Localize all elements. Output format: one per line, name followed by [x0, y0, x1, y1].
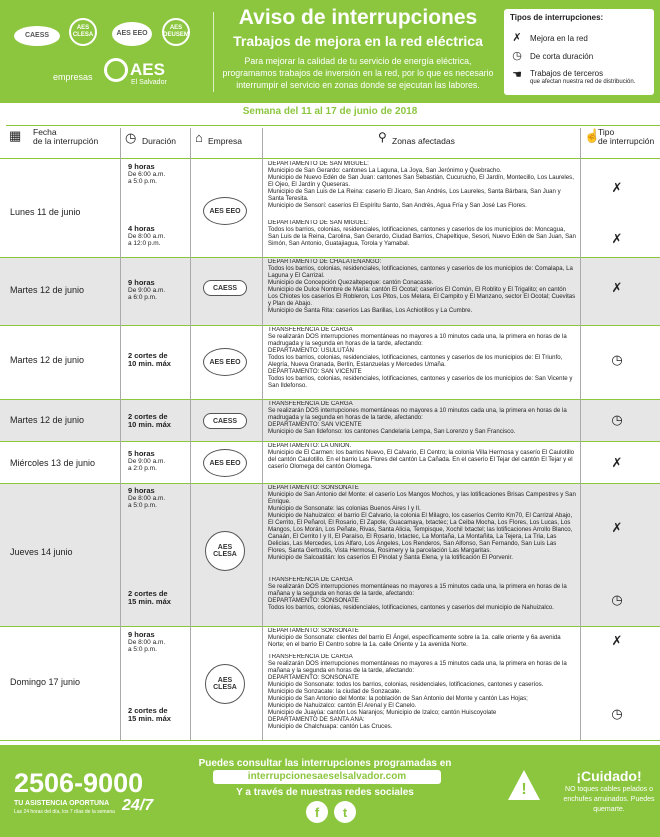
clock-icon: ◷: [611, 706, 623, 721]
row-duration: 9 horas De 6:00 a.m. a 5:0 p.m.: [128, 162, 166, 185]
zone-text: TRANSFERENCIA DE CARGA Se realizarán DOS interrupciones momentáneas no mayores a 15 minutos cada una, la primera en horas de la mañana y la segunda en horas de la tarde, afectando: DEPARTAMENTO: SONSONATE Todos los barrios, colonias, residenciales, lotificaciones, cantones y caseríos del municipio de Nahuizalco.: [268, 577, 567, 611]
row-separator: [0, 158, 660, 159]
row-date: Martes 12 de junio: [10, 415, 85, 425]
warning-text: NO toques cables pelados o enchufes arruinados. Puedes quemarte.: [563, 786, 655, 813]
zone-text: DEPARTAMENTO: SONSONATE Municipio de Sonsonate: clientes del barrio El Ángel, específicamente sobre la 1a. calle oriente y 6a avenida Norte; en el barrio El Centro sobre la 1a. calle Oriente y 1a avenida Norte.: [268, 628, 561, 648]
col-divider: [190, 128, 191, 740]
zone-text: TRANSFERENCIA DE CARGA Se realizarán DOS interrupciones momentáneas no mayores a 10 minutos cada una, la primera en horas de la madrugada y la segunda en horas de la tarde, afectando: DEPARTAMENTO: SAN VICENTE Municipio de San Ildefonso: los cantones Candelaria Lempa, San Lorenzo y San Francisco.: [268, 401, 567, 435]
clock-icon: ◷: [611, 592, 623, 607]
caess-logo: CAESS: [14, 26, 60, 46]
clesa-logo: AES CLESA: [69, 18, 97, 46]
row-separator: [0, 740, 660, 741]
row-duration: 5 horas De 9:00 a.m. a 2:0 p.m.: [128, 449, 166, 472]
row-duration: 9 horas De 9:00 a.m. a 6:0 p.m.: [128, 278, 166, 301]
company-logo: CAESS: [203, 280, 247, 296]
tools-icon: ✗: [611, 280, 623, 295]
row-separator: [0, 441, 660, 442]
phone-tagline: TU ASISTENCIA OPORTUNA: [14, 800, 110, 807]
zone-text: DEPARTAMENTO DE CHALATENANGO: Todos los barrios, colonias, residenciales, lotificaciones, cantones y caseríos de los municipios de: Comalapa, La Laguna y El Carrizal. Municipio de Concepción Quezaltepeque: cantón Conacaste. Municipio de Dulce Nombre de María: cantón El Ocotal; caseríos El Común, El Roblito y El Trigalito; en cantón Los Chiotes los caseríos El Robleron, Los Pitos, Los Melara, El Campito y El Manzano, sector El Ocotal; Cuevitas y Plan de Abajo. Municipio de Santa Rita: caseríos Las Barillas, Los Achiotillos y La Cumbre.: [268, 259, 576, 314]
deusem-logo: AES DEUSEM: [162, 18, 190, 46]
pointer-icon: ☝: [584, 128, 601, 143]
row-separator: [0, 399, 660, 400]
col-fecha: Fecha de la interrupción: [33, 127, 99, 146]
row-date: Domingo 17 junio: [10, 677, 81, 687]
company-logo: AES EEO: [203, 348, 247, 376]
zone-text: DEPARTAMENTO DE SAN MIGUEL: Municipio de San Gerardo: cantones La Laguna, La Joya, San Jerónimo y Quebracho. Municipio de Nuevo Edén de San Juan: cantones San Sebastián, Cucurucho, El Jardín, Montecillo, Los Laureles, El Ojeo, El Jardín y Queseras. Municipio de San Luis de La Reina: caserío El Jícaro, San Andrés, Los Laureles, Santa Bárbara, San Juan y Santa Teresita. Municipio de Sensorí: caseríos El Espíritu Santo, San Andrés, Agua Fría y San José Las Flores.: [268, 161, 574, 209]
row-duration: 9 horas De 8:00 a.m. a 5:0 p.m.: [128, 630, 166, 653]
twitter-icon[interactable]: t: [334, 801, 356, 823]
legend-item-mejora: Mejora en la red: [530, 34, 588, 43]
company-logo: AES EEO: [203, 449, 247, 477]
zone-text: DEPARTAMENTO: SONSONATE Municipio de San Antonio del Monte: el caserío Los Mangos Mochos, y las lotificaciones Brisas Campestres y San Enrique. Municipio de Sonsonate: las colonias Buenos Aires I y II. Municipio de Nahuizalco: el barrio El Calvario, la colonia El Milagro, los caseríos Cerrito Km70, El Carrizal Abajo, El Cerrito, El Peñarol, El Rosario, El Zapote, Guacamaya, Ixtactec; La Ceiba Mocha, Los Flores, Los Lucas, Los Mangos, Los Morán, Los Peñate, Rivas, Santa Alicia, Tempisque, Xochil Ixtactel; las lotificaciones Arrollo Blanco, Canaán, El Cerrito I y II, El Paraíso, El Rosario, Ixtactec, La Montaña, La Montañita, La Tejera, La Tria, Las Delicias, Las Mercedes, Los Alfaro, Los Ángeles, Los Renderos, San Alfonso, San Fernando, San Luis Las Flores, Santa Gertrudis, Vista Hermosa, Rosimery y la parcelación Las Margaritas. Municipio de Salcoatitán: los caseríos El Pinolat y Santa Elena, y la lotificación El Porvenir.: [268, 485, 576, 561]
tools-icon: ✗: [611, 455, 623, 470]
meter-icon: ⌂: [195, 130, 203, 145]
row-date: Lunes 11 de junio: [10, 207, 81, 217]
warning-exclamation: !: [521, 781, 527, 798]
row-date: Martes 12 de junio: [10, 285, 85, 295]
legend-title: Tipos de interrupciones:: [510, 13, 604, 22]
row-duration: 2 cortes de 10 min. máx: [128, 412, 171, 429]
eeo-logo: AES EEO: [112, 22, 152, 46]
row-date: Jueves 14 junio: [10, 547, 73, 557]
phone-hours: Las 24 horas del día, los 7 días de la semana: [14, 809, 115, 815]
zone-text: TRANSFERENCIA DE CARGA Se realizarán DOS interrupciones momentáneas no mayores a 10 minutos cada una, la primera en horas de la madrugada y la segunda en horas de la tarde, afectando: DEPARTAMENTO: USULUTÁN Todos los barrios, colonias, residenciales, lotificaciones, cantones y caseríos de los municipios de: El Triunfo, Alegría, Nueva Granada, Berlín, Estanzuelas y Mercedes Umaña. DEPARTAMENTO: SAN VICENTE Todos los barrios, colonias, residenciales, lotificaciones, cantones y caseríos de los municipios de: San Vicente y San Ildefonso.: [268, 327, 573, 389]
row-duration: 2 cortes de 15 min. máx: [128, 706, 171, 723]
aes-logo-text: AES: [130, 60, 165, 79]
website-link[interactable]: interrupcionesaeselsalvador.com: [213, 770, 441, 784]
tools-icon: ✗: [611, 231, 623, 246]
company-logo: AES EEO: [203, 197, 247, 225]
row-duration: 2 cortes de 15 min. máx: [128, 589, 171, 606]
row-separator: [0, 325, 660, 326]
page-subtitle: Trabajos de mejora en la red eléctrica: [233, 33, 483, 49]
tools-icon: ✗: [611, 633, 623, 648]
row-duration: 9 horas De 8:00 a.m. a 5:0 p.m.: [128, 486, 166, 509]
tools-icon: ✗: [611, 520, 623, 535]
clock-icon: ◷: [611, 352, 623, 367]
week-heading: Semana del 11 al 17 de junio de 2018: [242, 106, 418, 117]
col-divider: [120, 128, 121, 740]
page-title: Aviso de interrupciones: [238, 6, 478, 29]
clock-col-icon: ◷: [125, 130, 137, 145]
row-separator: [0, 626, 660, 627]
row-duration: 2 cortes de 10 min. máx: [128, 351, 171, 368]
clock-icon: ◷: [512, 50, 522, 62]
intro-text: Para mejorar la calidad de tu servicio de energía eléctrica, programamos trabajos de inversión en la red, por lo que es necesario interrumpir el servicio en zonas donde se ejecutan las labores.: [222, 56, 494, 90]
row-date: Martes 12 de junio: [10, 355, 85, 365]
footer-consult-text: Puedes consultar las interrupciones programadas en: [198, 758, 452, 769]
tools-icon: ✗: [611, 180, 623, 195]
row-duration: 4 horas De 8:00 a.m. a 12:0 p.m.: [128, 224, 166, 247]
col-empresa: Empresa: [208, 136, 243, 146]
hand-icon: ☚: [512, 69, 522, 81]
legend-item-corta: De corta duración: [530, 52, 594, 61]
col-duracion: Duración: [142, 136, 177, 146]
row-separator: [0, 483, 660, 484]
tools-icon: ✗: [512, 32, 522, 44]
empresas-label: empresas: [53, 72, 93, 82]
row-date: Miércoles 13 de junio: [10, 458, 96, 468]
location-pin-icon: ⚲: [378, 130, 387, 144]
company-logo: AES CLESA: [205, 664, 245, 704]
col-divider: [262, 128, 263, 740]
col-divider: [580, 128, 581, 740]
legend-item-terceros-note: que afectan nuestra red de distribución.: [530, 79, 636, 85]
legend-item-terceros: Trabajos de terceros: [530, 69, 604, 78]
facebook-icon[interactable]: f: [306, 801, 328, 823]
row-separator: [0, 257, 660, 258]
company-logo: AES CLESA: [205, 531, 245, 571]
col-tipo: Tipo de interrupción: [598, 127, 655, 146]
zone-text: DEPARTAMENTO DE SAN MIGUEL: Todos los barrios, colonias, residenciales, lotificaciones, cantones y caseríos de los municipios de: Moncagua, San Luis de la Reina, Carolina, San Gerardo, Ciudad Barrios, Chapeltique, Sesori, Nuevo Edén de San Juan, San Simón, San Antonio, Guatajiagua, Torola y Yamabal.: [268, 220, 576, 247]
calendar-icon: ▦: [9, 128, 22, 143]
phone-247-badge: 24/7: [122, 797, 154, 814]
zone-text: TRANSFERENCIA DE CARGA Se realizarán DOS interrupciones momentáneas no mayores a 15 minutos cada una, la primera en horas de la mañana y la segunda en horas de la tarde, afectando: DEPARTAMENTO: SONSONATE Municipio de Sonsonate: todos los barrios, colonias, residenciales, lotificaciones, cantones y caseríos. Municipio de Sonzacate: la ciudad de Sonzacate. Municipio de San Antonio del Monte: la población de San Antonio del Monte y cantón Las Hojas; Municipio de Nahuizalco: cantón El Arenal y El Canelo. Municipio de Juayúa: cantón Los Naranjos; Municipio de Izalco; cantón Huiscoyolate DEPARTAMENTO DE SANTA ANA: Municipio de Chalchuapa: cantón Las Cruces.: [268, 654, 567, 730]
zone-text: DEPARTAMENTO: LA UNIÓN. Municipio de El Carmen: los barrios Nuevo, El Calvario, El Centro; la colonia Villa Hermosa y caserío El Caulotillo del cantón Caulotillo. En el barrio Las Flores del cantón La Cañada. En el caserío El Tejar del cantón El Tejar y el caserío Olomega del cantón Olomega.: [268, 443, 575, 470]
col-zonas: Zonas afectadas: [392, 136, 455, 146]
aes-logo-mark: [104, 58, 128, 82]
phone-number[interactable]: 2506-9000: [14, 768, 144, 798]
warning-title: ¡Cuidado!: [576, 768, 642, 784]
clock-icon: ◷: [611, 412, 623, 427]
footer-social-text: Y a través de nuestras redes sociales: [236, 787, 414, 798]
legend-box: [504, 9, 654, 95]
header-top-line: [6, 125, 660, 126]
aes-logo-subtitle: El Salvador: [131, 79, 167, 86]
company-logo: CAESS: [203, 413, 247, 429]
